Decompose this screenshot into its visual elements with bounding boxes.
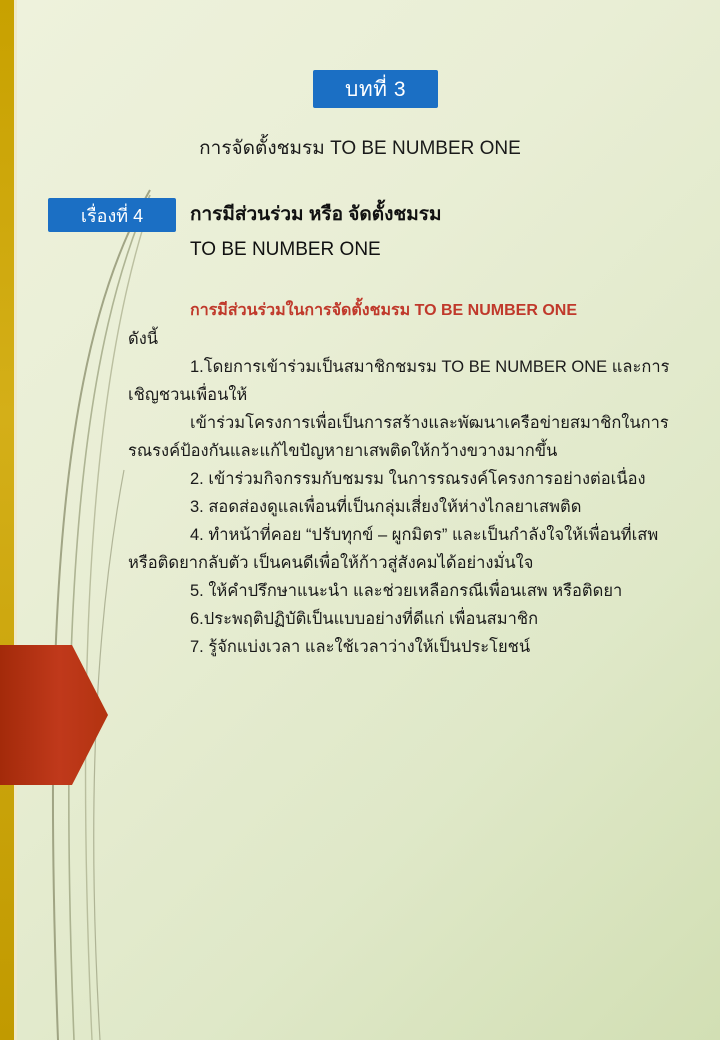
lead-paragraph: [150, 296, 678, 325]
body-content: [128, 296, 678, 661]
list-item-1: 1.โดยการเข้าร่วมเป็นสมาชิกชมรม TO BE NUMBER ONE และการเชิญชวนเพื่อนให้: [128, 358, 670, 404]
topic-heading-line2: TO BE NUMBER ONE: [190, 239, 381, 260]
list-item-8: 7. รู้จักแบ่งเวลา และใช้เวลาว่างให้เป็นประโยชน์: [190, 638, 531, 656]
chapter-badge: [313, 70, 438, 108]
chapter-subtitle: การจัดตั้งชมรม TO BE NUMBER ONE: [199, 138, 521, 159]
list-item-4: 3. สอดส่องดูแลเพื่อนที่เป็นกลุ่มเสี่ยงให้ห่างไกลยาเสพติด: [190, 498, 582, 516]
list-item-3: 2. เข้าร่วมกิจกรรมกับชมรม ในการรณรงค์โครงการอย่างต่อเนื่อง: [190, 470, 646, 488]
lead-text: การมีส่วนร่วมในการจัดตั้งชมรม TO BE NUMBER ONE: [190, 302, 577, 319]
chapter-badge-label: บทที่ 3: [344, 77, 407, 101]
lead-tail: ดังนี้: [128, 330, 159, 348]
chevron-arrow-shape: [0, 645, 108, 785]
topic-badge-label: เรื่องที่ 4: [80, 205, 144, 226]
list-item-5: 4. ทำหน้าที่คอย “ปรับทุกข์ – ผูกมิตร” และเป็นกำลังใจให้เพื่อนที่เสพ หรือติดยากลับตัว เป็นคนดีเพื่อให้ก้าวสู่สังคมได้อย่างมั่นใจ: [128, 526, 659, 572]
list-item-7: 6.ประพฤติปฏิบัติเป็นแบบอย่างที่ดีแก่ เพื่อนสมาชิก: [190, 610, 539, 628]
list-item-6: 5. ให้คำปรึกษาแนะนำ และช่วยเหลือกรณีเพื่อนเสพ หรือติดยา: [190, 582, 623, 600]
topic-badge: [48, 198, 176, 232]
topic-heading-line1: การมีส่วนร่วม หรือ จัดตั้งชมรม: [190, 204, 442, 225]
list-item-2: เข้าร่วมโครงการเพื่อเป็นการสร้างและพัฒนาเครือข่ายสมาชิกในการรณรงค์ป้องกันและแก้ไขปัญหายาเสพติดให้กว้างขวางมากขึ้น: [128, 414, 669, 460]
